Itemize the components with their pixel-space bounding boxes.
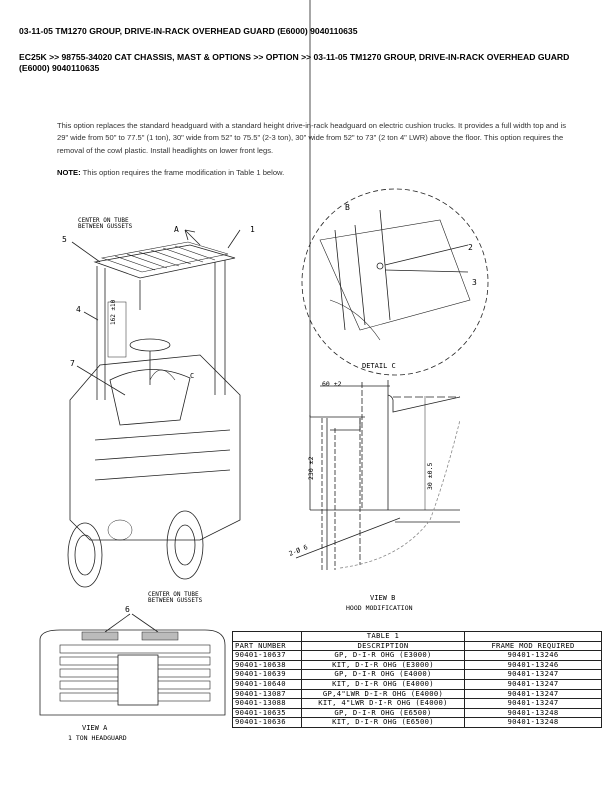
table-row: [233, 651, 602, 661]
table-row: [233, 718, 602, 728]
view-a-arrow-label: A: [174, 225, 179, 234]
note-label: NOTE:: [57, 168, 81, 177]
description: GP,4"LWR D-I-R OHG (E4000): [302, 689, 465, 699]
part-number: 90401-10635: [233, 708, 302, 718]
part-number: 90401-13088: [233, 699, 302, 709]
callout-7: 7: [70, 359, 75, 368]
frame-mod: 90401-13247: [465, 670, 602, 680]
dimension-60: 60 ±2: [322, 380, 342, 388]
frame-mod: 90401-13247: [465, 689, 602, 699]
center-on-tube-label-2: CENTER ON TUBE: [148, 591, 199, 598]
one-ton-headguard-label: 1 TON HEADGUARD: [68, 734, 127, 742]
column-header-description: DESCRIPTION: [302, 641, 465, 651]
detail-c-title: DETAIL C: [362, 362, 396, 370]
view-b-marker: B: [345, 203, 350, 212]
view-b-title: VIEW B: [370, 594, 396, 602]
truck-illustration: [68, 225, 240, 587]
description: GP, D-I-R OHG (E6500): [302, 708, 465, 718]
dimension-162: 162 ±10: [110, 299, 117, 325]
dimension-hole: 2-Ø 6: [287, 543, 309, 558]
description: KIT, D-I-R OHG (E6500): [302, 718, 465, 728]
view-a-title: VIEW A: [82, 724, 108, 732]
frame-mod: 90401-13247: [465, 679, 602, 689]
frame-mod: 90401-13246: [465, 660, 602, 670]
table-title: TABLE 1: [302, 632, 465, 642]
page-title: 03-11-05 TM1270 GROUP, DRIVE-IN-RACK OVERHEAD GUARD (E6000) 9040110635: [19, 26, 358, 36]
column-header-frame-mod: FRAME MOD REQUIRED: [465, 641, 602, 651]
part-number: 90401-10637: [233, 651, 302, 661]
table-row: [233, 679, 602, 689]
breadcrumb: EC25K >> 98755-34020 CAT CHASSIS, MAST & OPTIONS >> OPTION >> 03-11-05 TM1270 GROUP, DRIVE-IN-RACK OVERHEAD GUARD (E6000) 9040110635: [19, 52, 570, 73]
description: KIT, D-I-R OHG (E4000): [302, 679, 465, 689]
hood-modification-label: HOOD MODIFICATION: [346, 604, 413, 612]
view-b-drawing: [296, 0, 460, 570]
description: KIT, 4"LWR D-I-R OHG (E4000): [302, 699, 465, 709]
description-paragraph: This option replaces the standard headguard with a standard height drive-in-rack headguard on electric cushion trucks. It provides a full width top and is 29" wide from 50" to 77.5" (1 ton), 30" wide from 52" to 75.5" (2-3 ton), 30" wide from 52" to 73" (2 ton 4" LWR) above the floor. This option requires the removal of the cowl plastic. Install headlights on lower front legs.: [57, 121, 567, 155]
description: GP, D-I-R OHG (E3000): [302, 651, 465, 661]
callout-2: 2: [468, 243, 473, 252]
dimension-230: 230 ±2: [307, 456, 315, 480]
table-row: [233, 699, 602, 709]
callout-1: 1: [250, 225, 255, 234]
part-number: 90401-10636: [233, 718, 302, 728]
part-number: 90401-10640: [233, 679, 302, 689]
center-on-tube-label: CENTER ON TUBE: [78, 217, 129, 224]
callout-3: 3: [472, 278, 477, 287]
callout-6: 6: [125, 605, 130, 614]
frame-mod: 90401-13247: [465, 699, 602, 709]
between-gussets-label-2: BETWEEN GUSSETS: [148, 597, 203, 604]
frame-mod: 90401-13248: [465, 708, 602, 718]
detail-c-marker: C: [190, 372, 195, 380]
view-a-drawing: [40, 630, 225, 715]
callout-5: 5: [62, 235, 67, 244]
column-header-part-number: PART NUMBER: [233, 641, 302, 651]
table-title-row: [233, 632, 602, 642]
dimension-30: 30 ±0.5: [426, 462, 434, 490]
frame-mod: 90401-13248: [465, 718, 602, 728]
description: GP, D-I-R OHG (E4000): [302, 670, 465, 680]
frame-mod-table: [232, 631, 602, 728]
between-gussets-label: BETWEEN GUSSETS: [78, 223, 133, 230]
note-text: This option requires the frame modification in Table 1 below.: [80, 168, 285, 177]
part-number: 90401-13087: [233, 689, 302, 699]
part-number: 90401-10639: [233, 670, 302, 680]
description: KIT, D-I-R OHG (E3000): [302, 660, 465, 670]
part-number: 90401-10638: [233, 660, 302, 670]
frame-mod: 90401-13246: [465, 651, 602, 661]
detail-c-view: [302, 189, 488, 375]
callout-4: 4: [76, 305, 81, 314]
